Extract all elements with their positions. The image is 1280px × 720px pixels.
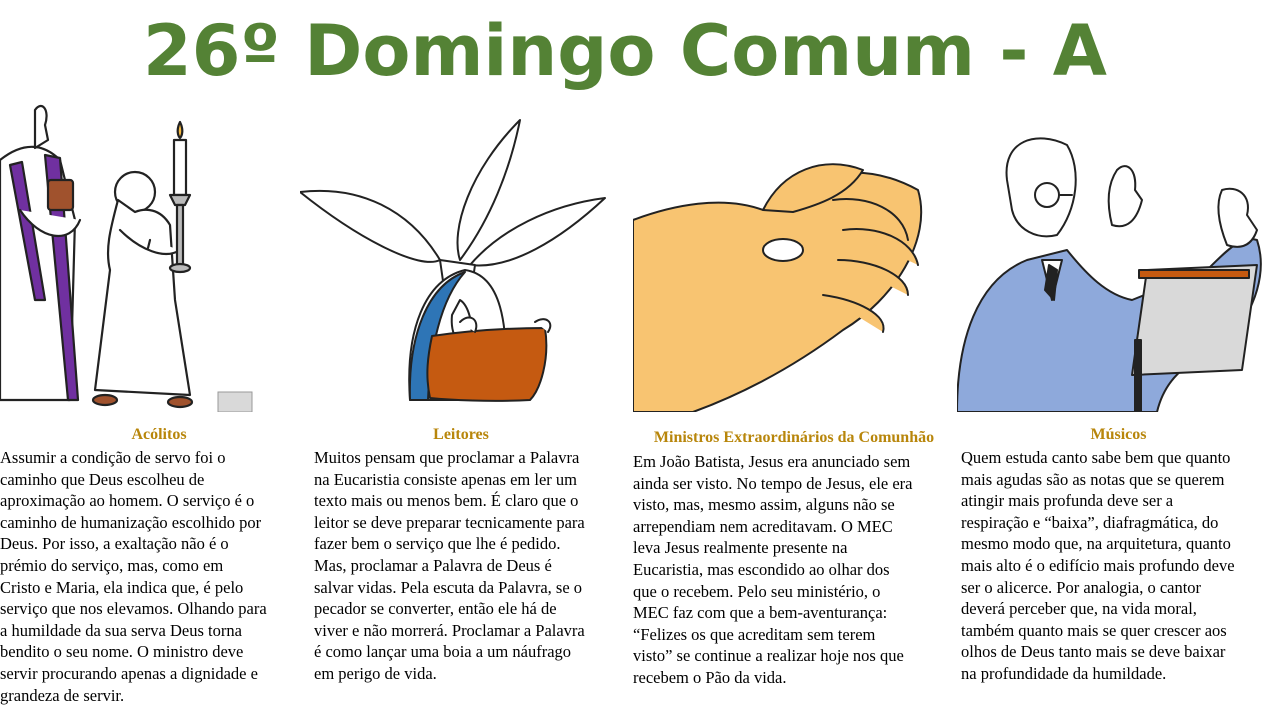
text-line: mais alto é o edifício mais profundo deve <box>961 555 1235 575</box>
page-title: 26º Domingo Comum - A <box>143 10 1107 92</box>
text-line: MEC faz com que a bem-aventurança: <box>633 603 888 623</box>
choir-conductor-illustration <box>957 100 1280 412</box>
dove-and-reader-illustration <box>300 100 622 412</box>
text-line: a humildade da sua serva Deus torna <box>0 620 242 640</box>
column-text <box>633 451 955 689</box>
text-line: Em João Batista, Jesus era anunciado sem <box>633 452 911 471</box>
text-line: Muitos pensam que proclamar a Palavra <box>314 448 580 467</box>
text-line: aproximação ao homem. O serviço é o <box>0 491 255 511</box>
column-heading: Músicos <box>1090 426 1147 443</box>
column-ministros <box>633 100 955 720</box>
text-line: Assumir a condição de servo foi o <box>0 448 226 467</box>
text-line: é como lançar uma boia a um náufrago <box>314 642 572 662</box>
column-heading: Leitores <box>433 426 489 443</box>
text-line: mais agudas são as notas que se querem <box>961 469 1225 489</box>
column-heading: Ministros Extraordinários da Comunhão <box>653 429 935 446</box>
text-line: caminho que Deus escolheu de <box>0 469 205 489</box>
text-line: serviço que nos elevamos. Olhando para <box>0 599 267 619</box>
text-line: olhos de Deus tanto mais se deve baixar <box>961 642 1226 662</box>
text-line: ser o alicerce. Por analogia, o cantor <box>961 577 1202 597</box>
text-line: arrependiam nem acreditavam. O MEC <box>633 516 893 536</box>
text-line: fazer bem o serviço que lhe é pedido. <box>314 534 561 554</box>
column-leitores <box>300 100 622 720</box>
text-line: viver e não morrerá. Proclamar a Palavra <box>314 620 585 640</box>
text-line: leva Jesus realmente presente na <box>633 538 848 558</box>
text-line: atingir mais profunda deve ser a <box>961 491 1174 511</box>
text-line: também quanto mais se quer crescer aos <box>961 620 1227 640</box>
text-line: visto, mas, mesmo assim, alguns não se <box>633 495 895 515</box>
text-line: bendito o seu nome. O ministro deve <box>0 642 244 662</box>
text-line: na Eucaristia consiste apenas em ler um <box>314 469 577 489</box>
text-line: leitor se deve preparar tecnicamente para <box>314 512 585 532</box>
column-heading: Acólitos <box>131 426 187 443</box>
text-line: Cristo e Maria, ela indica que, é pelo <box>0 577 244 597</box>
text-line: ainda ser visto. No tempo de Jesus, ele era <box>633 473 913 493</box>
text-line: deverá perceber que, na vida moral, <box>961 599 1197 619</box>
open-hands-with-host-illustration <box>633 100 955 412</box>
text-line: texto mais ou menos bem. É claro que o <box>314 491 579 511</box>
column-text <box>961 447 1280 685</box>
text-line: pecador se converter, então ele há de <box>314 599 557 619</box>
text-line: grandeza de servir. <box>0 685 125 705</box>
text-line: mesmo modo que, na arquitetura, quanto <box>961 534 1231 554</box>
text-line: respiração e “baixa”, diafragmática, do <box>961 512 1219 532</box>
text-line: Mas, proclamar a Palavra de Deus é <box>314 555 552 575</box>
text-line: prémio do serviço, mas, como em <box>0 555 224 575</box>
text-line: em perigo de vida. <box>314 663 437 683</box>
text-line: recebem o Pão da vida. <box>633 667 787 687</box>
text-line: Quem estuda canto sabe bem que quanto <box>961 448 1231 467</box>
text-line: na profundidade da humildade. <box>961 663 1167 683</box>
text-line: que o recebem. Pelo seu ministério, o <box>633 581 881 601</box>
column-text <box>0 447 318 706</box>
step-block <box>218 392 252 412</box>
text-line: servir procurando apenas a dignidade e <box>0 663 258 683</box>
priest-and-altar-boy-illustration <box>0 100 318 412</box>
text-line: caminho de humanização escolhido por <box>0 512 262 532</box>
column-musicos <box>957 100 1280 720</box>
text-line: salvar vidas. Pela escuta da Palavra, se o <box>314 577 583 597</box>
text-line: visto” se continue a realizar hoje nos que <box>633 646 904 666</box>
column-text <box>314 447 636 685</box>
column-acolitos <box>0 100 318 720</box>
text-line: Deus. Por isso, a exaltação não é o <box>0 534 229 554</box>
text-line: “Felizes os que acreditam sem terem <box>633 624 876 644</box>
text-line: Eucaristia, mas escondido ao olhar dos <box>633 559 890 579</box>
